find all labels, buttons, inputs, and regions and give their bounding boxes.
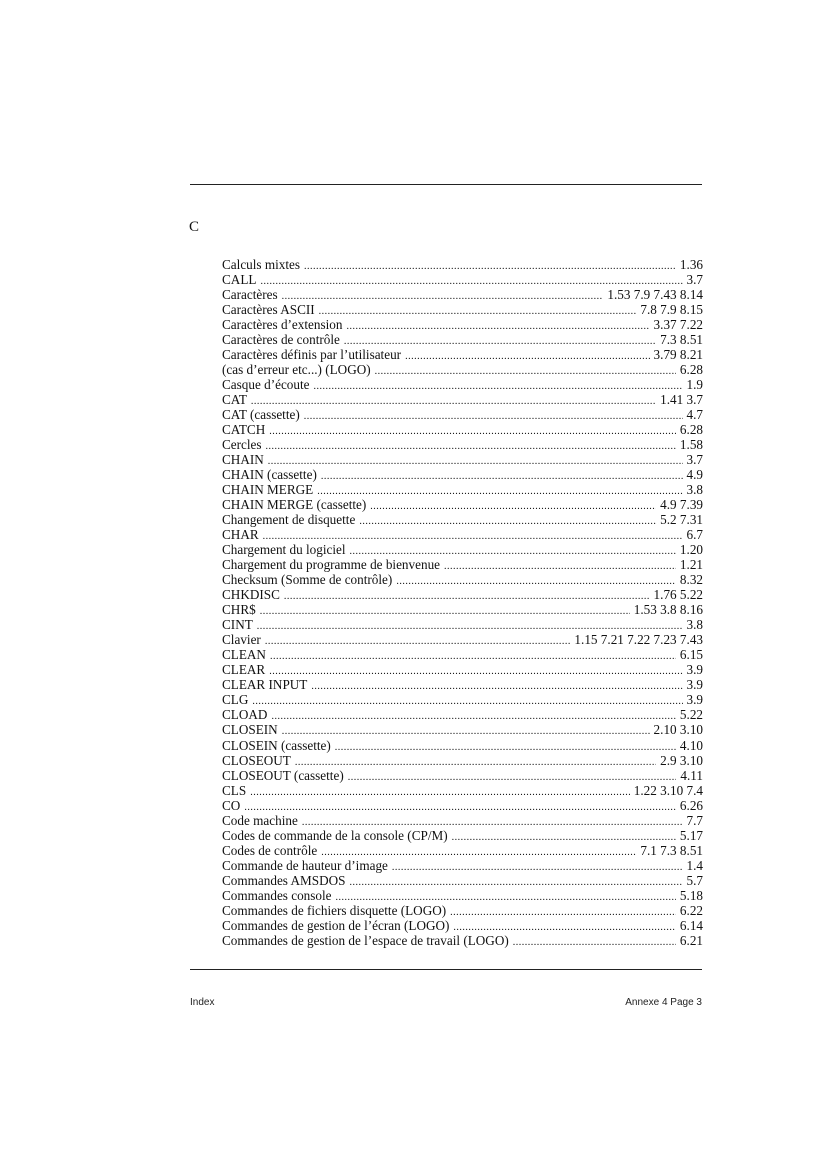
index-entry [222,873,703,888]
index-entry [222,452,703,467]
index-entry-term: Cercles [222,437,262,453]
index-entry-page-refs: 1.4 [686,857,703,873]
index-entry-term: CAT [222,392,247,408]
index-entry-page-refs: 7.8 7.9 8.15 [640,302,703,318]
index-entry [222,437,703,452]
index-entry [222,332,703,347]
index-entry [222,843,703,858]
dot-leader [304,409,683,424]
index-entry-term: CATCH [222,422,266,438]
index-entry [222,813,703,828]
index-entry-page-refs: 4.7 [686,407,703,423]
index-entry-term: Codes de contrôle [222,842,318,858]
index-entry-page-refs: 1.22 3.10 7.4 [633,782,703,798]
index-entry-page-refs: 2.10 3.10 [653,722,703,738]
dot-leader [444,559,676,574]
index-entry [222,527,703,542]
index-entry-term: Checksum (Somme de contrôle) [222,572,393,588]
index-entry-page-refs: 4.9 7.39 [660,497,703,513]
index-entry-term: Casque d’écoute [222,377,310,393]
index-entry [222,783,703,798]
index-entry-term: Caractères d’extension [222,317,343,333]
index-entry [222,422,703,437]
index-entry [222,828,703,843]
dot-leader [252,694,682,709]
dot-leader [450,905,676,920]
dot-leader [266,439,676,454]
dot-leader [284,589,650,604]
index-entry [222,557,703,572]
bottom-rule [190,969,702,970]
index-entry [222,512,703,527]
index-entry-page-refs: 1.15 7.21 7.22 7.23 7.43 [574,632,703,648]
index-entry-page-refs: 3.79 8.21 [653,347,703,363]
index-entry-term: CLOSEIN [222,722,278,738]
index-entry-page-refs: 3.37 7.22 [653,317,703,333]
index-entry-page-refs: 1.76 5.22 [653,587,703,603]
index-entry-page-refs: 6.22 [679,902,703,918]
index-entry-term: CLEAN [222,647,266,663]
index-entry-page-refs: 1.58 [679,437,703,453]
index-entry-page-refs: 1.36 [679,257,703,272]
index-entry [222,692,703,707]
index-entry [222,768,703,783]
index-entry-page-refs: 3.7 [686,272,703,288]
index-entry-page-refs: 6.21 [679,932,703,948]
index-entry-term: Chargement du logiciel [222,542,346,558]
dot-leader [317,484,682,499]
index-entry-term: CHAIN [222,452,264,468]
index-entry [222,362,703,377]
index-entry [222,602,703,617]
index-entry-term: CHKDISC [222,587,280,603]
index-entry-term: Caractères de contrôle [222,332,340,348]
dot-leader [271,709,675,724]
dot-leader [260,604,630,619]
index-entry-term: (cas d’erreur etc...) (LOGO) [222,362,371,378]
index-entry-page-refs: 1.53 7.9 7.43 8.14 [607,287,703,303]
index-entry-term: CLOAD [222,707,268,723]
index-entry-page-refs: 7.7 [686,812,703,828]
index-entry [222,662,703,677]
index-entry-term: CAT (cassette) [222,407,300,423]
dot-leader [304,259,676,274]
dot-leader [269,424,676,439]
index-entry [222,482,703,497]
index-entry [222,347,703,362]
dot-leader [396,574,676,589]
index-entry-page-refs: 3.9 [686,692,703,708]
index-entry [222,677,703,692]
dot-leader [314,379,683,394]
index-entry-term: CLOSEIN (cassette) [222,737,331,753]
index-entry-page-refs: 3.7 [686,452,703,468]
index-entry [222,858,703,873]
dot-leader [349,875,682,890]
index-entry-term: Commandes de gestion de l’écran (LOGO) [222,917,450,933]
index-entry-page-refs: 4.10 [679,737,703,753]
index-entry-page-refs: 7.3 8.51 [660,332,703,348]
dot-leader [270,649,676,664]
index-entry [222,287,703,302]
index-entry [222,888,703,903]
dot-leader [311,679,682,694]
index-entry [222,903,703,918]
index-entry [222,377,703,392]
index-entry [222,647,703,662]
index-entry-term: Calculs mixtes [222,257,301,272]
index-entry-term: CALL [222,272,257,288]
dot-leader [370,499,656,514]
dot-leader [405,349,649,364]
index-entry-page-refs: 8.32 [679,572,703,588]
dot-leader [348,770,677,785]
index-entry [222,497,703,512]
index-entry-page-refs: 1.53 3.8 8.16 [633,602,703,618]
index-entry-page-refs: 1.21 [679,557,703,573]
index-entry-term: Commandes de fichiers disquette (LOGO) [222,902,447,918]
section-letter: C [189,219,200,235]
index-entry-term: CHAIN (cassette) [222,467,317,483]
index-entry-page-refs: 2.9 3.10 [660,752,703,768]
index-entry [222,707,703,722]
dot-leader [282,289,604,304]
index-entry-page-refs: 1.20 [679,542,703,558]
index-entry-page-refs: 1.9 [686,377,703,393]
index-entry [222,632,703,647]
index-entry-term: CINT [222,617,253,633]
top-rule [190,184,702,185]
dot-leader [359,514,656,529]
index-entry [222,617,703,632]
index-entry-term: Commandes de gestion de l’espace de travail (LOGO) [222,932,509,948]
dot-leader [375,364,676,379]
index-entry-page-refs: 6.28 [679,422,703,438]
dot-leader [269,664,682,679]
footer-page-label: Annexe 4 Page 3 [625,997,702,1008]
index-entry [222,407,703,422]
index-entry-term: Commandes AMSDOS [222,872,346,888]
index-entry [222,722,703,737]
index-entry-page-refs: 5.17 [679,827,703,843]
index-entry-term: CHR$ [222,602,256,618]
index-entry [222,392,703,407]
dot-leader [513,935,676,950]
index-entry-term: Code machine [222,812,298,828]
index-entry-term: CO [222,797,241,813]
index-entry [222,257,703,272]
index-entry-term: CLOSEOUT (cassette) [222,767,344,783]
index-entry-term: Commandes console [222,887,332,903]
index-entry-page-refs: 5.22 [679,707,703,723]
index-entry-page-refs: 6.26 [679,797,703,813]
dot-leader [392,860,683,875]
index-entry [222,753,703,768]
index-entry-page-refs: 6.14 [679,917,703,933]
index-entry [222,317,703,332]
dot-leader [268,454,683,469]
dot-leader [321,469,683,484]
index-entry-page-refs: 3.8 [686,482,703,498]
index-entry [222,587,703,602]
dot-leader [282,724,650,739]
dot-leader [244,800,676,815]
index-entry-term: Codes de commande de la console (CP/M) [222,827,448,843]
index-entry-page-refs: 5.2 7.31 [660,512,703,528]
index-entry-term: Clavier [222,632,261,648]
index-entry-term: CHAIN MERGE (cassette) [222,497,367,513]
index-entry-page-refs: 1.41 3.7 [660,392,703,408]
index-entry [222,542,703,557]
index-entry-page-refs: 4.9 [686,467,703,483]
index-entry-page-refs: 4.11 [680,767,703,783]
index-entry-term: CLEAR INPUT [222,677,308,693]
index-entry-term: CLOSEOUT [222,752,291,768]
dot-leader [265,634,571,649]
index-entry [222,738,703,753]
index-entry-term: Commande de hauteur d’image [222,857,388,873]
index-entry-term: CHAIN MERGE [222,482,314,498]
dot-leader [335,740,676,755]
index-entry-page-refs: 3.9 [686,662,703,678]
index-entry [222,918,703,933]
index-entry-page-refs: 5.18 [679,887,703,903]
dot-leader [250,785,630,800]
index-entry-page-refs: 3.8 [686,617,703,633]
dot-leader [346,319,649,334]
index-entry-term: CLS [222,782,247,798]
index-entry-term: Chargement du programme de bienvenue [222,557,441,573]
index-entry [222,302,703,317]
index-entry-term: CHAR [222,527,259,543]
dot-leader [319,304,637,319]
footer-section-label: Index [190,997,215,1008]
index-entry-page-refs: 6.7 [686,527,703,543]
index-entry-page-refs: 7.1 7.3 8.51 [640,842,703,858]
index-entry [222,933,703,948]
index-entry-term: Changement de disquette [222,512,356,528]
index-entry-term: CLG [222,692,249,708]
index-entry [222,272,703,287]
index-entry-page-refs: 3.9 [686,677,703,693]
index-entry [222,572,703,587]
index-entry-term: Caractères définis par l’utilisateur [222,347,402,363]
dot-leader [295,755,656,770]
index-entry [222,467,703,482]
index-entry-term: Caractères [222,287,278,303]
index-entry-page-refs: 6.15 [679,647,703,663]
index-entry-term: Caractères ASCII [222,302,315,318]
index-entry-page-refs: 5.7 [686,872,703,888]
index-entry [222,798,703,813]
index-list [222,257,703,948]
index-entry-page-refs: 6.28 [679,362,703,378]
dot-leader [251,394,656,409]
index-entry-term: CLEAR [222,662,266,678]
